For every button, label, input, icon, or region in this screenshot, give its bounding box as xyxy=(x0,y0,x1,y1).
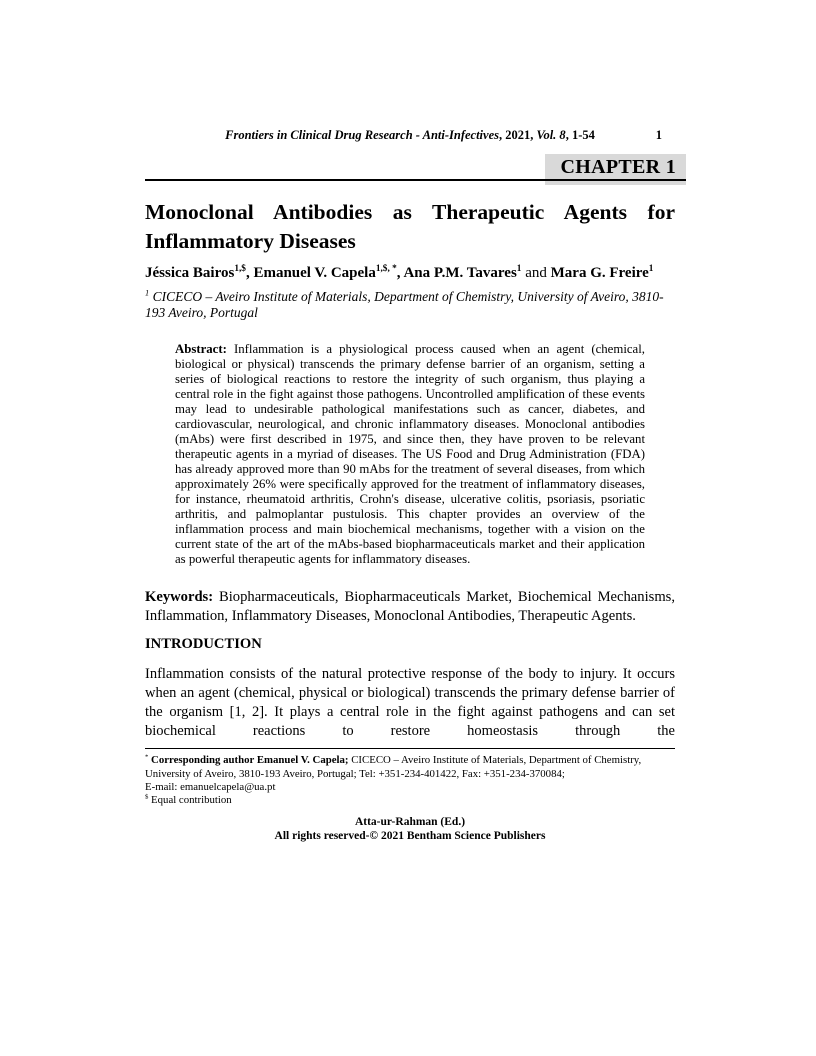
running-head xyxy=(145,128,675,144)
journal-pages: 1-54 xyxy=(571,128,595,142)
chapter-label: CHAPTER 1 xyxy=(560,156,676,178)
page-footer xyxy=(145,816,675,844)
affiliation-marker: 1 xyxy=(145,288,150,297)
keywords xyxy=(145,588,675,625)
abstract xyxy=(175,342,645,568)
keywords-label: Keywords: xyxy=(145,589,214,606)
author-affiliation-marker: 1,$ xyxy=(234,264,246,274)
author-affiliation-marker: 1 xyxy=(648,264,654,274)
author-name: Emanuel V. Capela$^{1,\$, *}$ xyxy=(253,264,397,281)
footnote-dollar-marker: $ xyxy=(145,793,149,801)
abstract-label: Abstract: xyxy=(175,341,227,356)
keywords-text: Biopharmaceuticals, Biopharmaceuticals Market, Biochemical Mechanisms, Inflammation, Inflammatory Diseases, Monoclonal Antibodies, Therapeutic Agents. xyxy=(145,589,675,624)
footnote-email: E-mail: emanuelcapela@ua.pt xyxy=(145,780,276,793)
page-content xyxy=(145,0,675,844)
footnote-equal-contribution: $ Equal contribution xyxy=(145,793,232,806)
abstract-text: Inflammation is a physiological process caused when an agent (chemical, biological or physical) transcends the primary defense barrier of an organism, setting a series of biological reactions to restore the integrity of such organism, thus playing a central role in the fight against those pathogens. Uncontrolled amplification of these events may lead to undesirable pathological manifestations such as cancer, diabetes, and cardiovascular, neurological, and chronic inflammatory diseases. Monoclonal antibodies (mAbs) were first described in 1975, and since then, they have proven to be relevant therapeutic agents in a myriad of diseases. The US Food and Drug Administration (FDA) has already approved more than 90 mAbs for the treatment of several diseases, from which approximately 26% were specifically approved for the treatment of inflammatory diseases, for instance, rheumatoid arthritis, Crohn's disease, ulcerative colitis, psoriasis, psoriatic arthritis, and palmoplantar pustulosis. This chapter provides an overview of the inflammation process and main biochemical mechanisms, together with a vision on the current state of the art of the mAbs-based biopharmaceuticals market and their application as powerful therapeutic agents for inflammatory diseases. xyxy=(175,341,645,567)
introduction-heading: INTRODUCTION xyxy=(145,636,262,653)
author-conjunction: and xyxy=(521,265,551,281)
chapter-rule xyxy=(145,179,686,181)
footnote-asterisk-marker: * xyxy=(145,753,149,761)
footer-editor: Atta-ur-Rahman (Ed.) xyxy=(354,816,466,829)
affiliation-text: CICECO – Aveiro Institute of Materials, Department of Chemistry, University of Aveiro, 3810-193 Aveiro, Portugal xyxy=(145,288,664,320)
author-name: Ana P.M. Tavares$^1$ xyxy=(403,264,522,281)
footer-copyright: All rights reserved-© 2021 Bentham Science Publishers xyxy=(274,830,546,842)
journal-name: Frontiers in Clinical Drug Research - Anti-Infectives xyxy=(225,128,499,142)
journal-citation: Frontiers in Clinical Drug Research - Anti-Infectives, 2021, Vol. 8, 1-54 xyxy=(225,128,595,142)
chapter-banner xyxy=(145,154,675,185)
author-affiliation-marker: 1,$, * xyxy=(375,264,397,274)
author-name: Mara G. Freire$^1$ xyxy=(550,264,654,281)
author-list: Jéssica Bairos$^{1,\$}$, Emanuel V. Capela$^{1,\$, *}$, Ana P.M. Tavares$^1$ and Mara G. Freire$^1$ xyxy=(145,264,654,281)
journal-volume: Vol. 8 xyxy=(536,128,566,142)
footnote-block xyxy=(145,748,675,807)
journal-year: 2021 xyxy=(505,128,531,142)
introduction-paragraph: Inflammation consists of the natural protective response of the body to injury. It occurs when an agent (chemical, physical or biological) transcends the primary defense barrier of the organism [1, 2]. It plays a central role in the fight against pathogens and can set biochemical reactions to restore homeostasis through the xyxy=(145,666,675,740)
affiliation xyxy=(145,289,675,321)
author-affiliation-marker: 1 xyxy=(516,264,522,274)
author-name: Jéssica Bairos$^{1,\$}$ xyxy=(145,264,246,281)
footnote-corresponding-author: * Corresponding author Emanuel V. Capela; CICECO – Aveiro Institute of Materials, Department of Chemistry, University of Aveiro, 3810-193 Aveiro, Portugal; Tel: +351-234-401422, Fax: +351-234-370084; xyxy=(145,753,642,780)
chapter-title: Monoclonal Antibodies as Therapeutic Agents for Inflammatory Diseases xyxy=(145,200,675,253)
page-number: 1 xyxy=(655,128,662,142)
